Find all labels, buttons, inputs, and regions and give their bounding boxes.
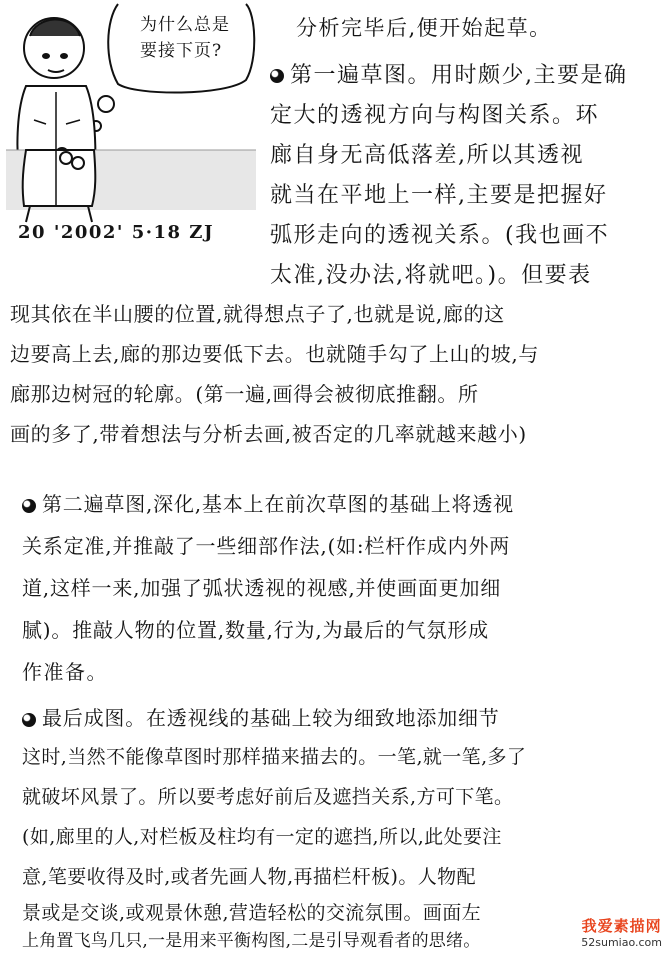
text-line-2: 第一遍草图。用时颇少,主要是确 [270,58,628,89]
bullet-icon [22,499,36,513]
bullet-icon [22,713,36,727]
text-line-9: 边要高上去,廊的那边要低下去。也就随手勾了上山的坡,与 [10,342,539,366]
thought-dot-1 [98,96,114,112]
watermark-url: 52sumiao.com [581,936,662,949]
text-line-18: 这时,当然不能像草图时那样描来描去的。一笔,就一笔,多了 [22,746,527,768]
text-line-1: 分析完毕后,便开始起草。 [296,16,552,40]
text-line-21: 意,笔要收得及时,或者先画人物,再描栏杆板)。人物配 [22,866,476,888]
text-line-4: 廊自身无高低落差,所以其透视 [270,143,584,168]
text-line-14: 道,这样一来,加强了弧状透视的视感,并使画面更加细 [22,576,502,600]
text-line-7: 太准,没办法,将就吧。)。但要表 [270,263,592,288]
text-line-12: 第二遍草图,深化,基本上在前次草图的基础上将透视 [22,488,514,517]
bubble-line-1: 为什么总是 [140,15,230,35]
text-line-6: 弧形走向的透视关系。(我也画不 [270,223,610,248]
text-line-10: 廊那边树冠的轮廓。(第一遍,画得会被彻底推翻。所 [10,382,479,406]
text-line-5: 就当在平地上一样,主要是把握好 [270,183,608,208]
artist-signature: 20 '2002' 5·18 ZJ [18,222,214,243]
text-line-16: 作准备。 [22,660,108,684]
bubble-line-2: 要接下页? [140,41,223,61]
text-line-15: 腻)。推敲人物的位置,数量,行为,为最后的气氛形成 [22,618,489,642]
text-line-3: 定大的透视方向与构图关系。环 [270,103,600,128]
speech-bubble-text [140,12,230,64]
text-line-22: 景或是交谈,或观景休憩,营造轻松的交流氛围。画面左 [22,902,482,924]
text-line-11: 画的多了,带着想法与分析去画,被否定的几率就越来越小) [10,422,527,446]
text-line-20: (如,廊里的人,对栏板及柱均有一定的遮挡,所以,此处要注 [22,826,502,848]
bullet-icon [270,69,284,83]
watermark-title: 我爱素描网 [581,917,662,935]
text-line-17: 最后成图。在透视线的基础上较为细致地添加细节 [22,702,500,731]
text-line-19: 就破坏风景了。所以要考虑好前后及遮挡关系,方可下笔。 [22,786,514,808]
text-line-23: 上角置飞鸟几只,一是用来平衡构图,二是引导观看者的思绪。 [22,931,481,951]
site-watermark [581,915,662,949]
text-line-13: 关系定准,并推敲了一些细部作法,(如:栏杆作成内外两 [22,534,511,558]
text-line-8: 现其依在半山腰的位置,就得想点子了,也就是说,廊的这 [10,302,505,326]
